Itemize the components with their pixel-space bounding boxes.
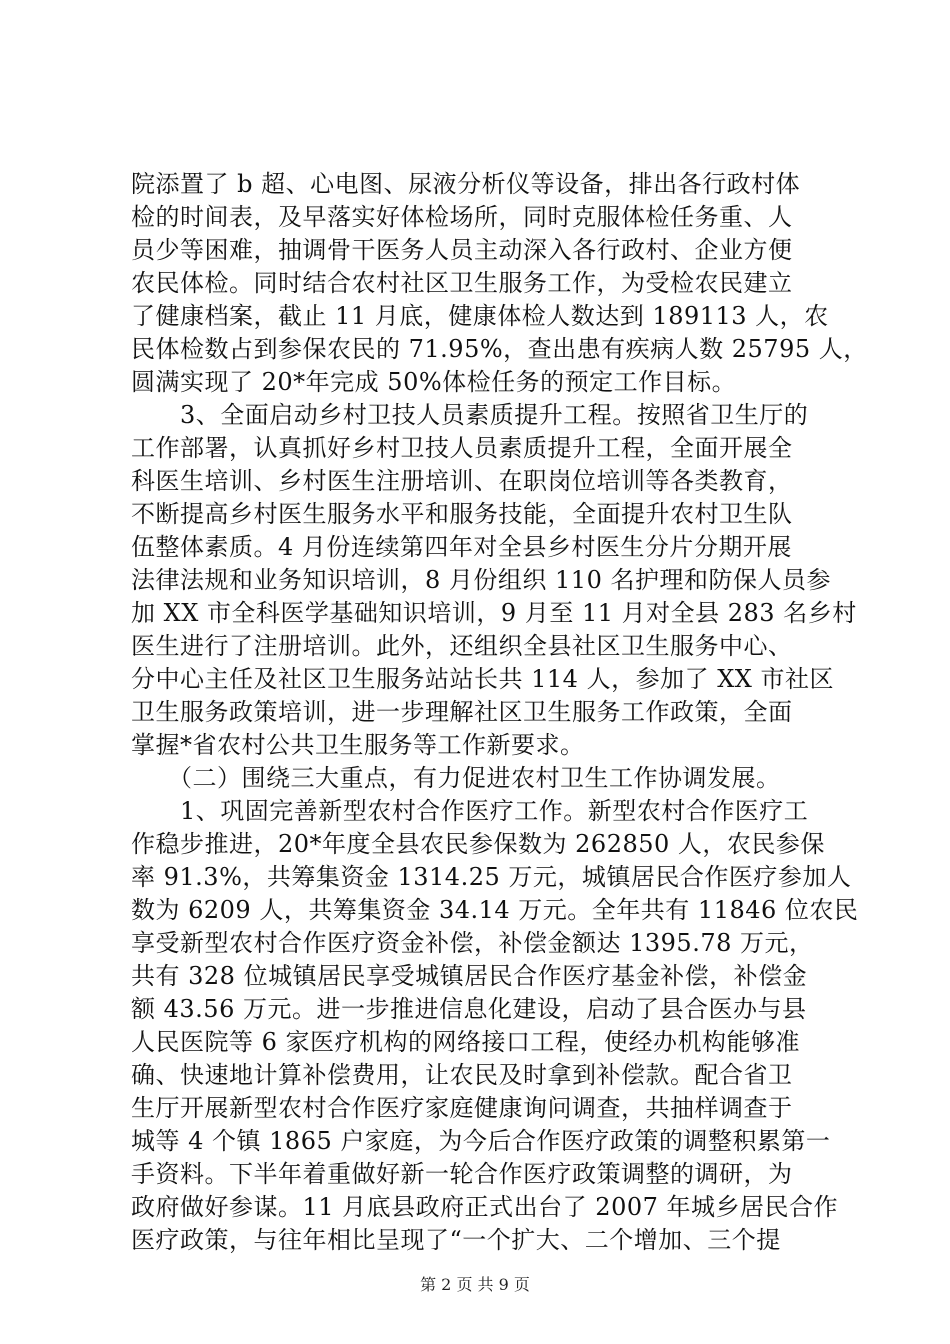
text-line: 确、快速地计算补偿费用，让农民及时拿到补偿款。配合省卫 [131, 1061, 793, 1089]
text-line: 共有 328 位城镇居民享受城镇居民合作医疗基金补偿，补偿金 [131, 962, 808, 990]
text-line: 工作部署，认真抓好乡村卫技人员素质提升工程，全面开展全 [131, 434, 793, 462]
text-line: 伍整体素质。4 月份连续第四年对全县乡村医生分片分期开展 [131, 533, 792, 561]
section-heading-line: （二）围绕三大重点，有力促进农村卫生工作协调发展。 [131, 764, 781, 792]
text-line: 了健康档案，截止 11 月底，健康体检人数达到 189113 人，农 [131, 302, 829, 330]
page-footer: 第 2 页 共 9 页 [420, 1275, 530, 1294]
text-line: 人民医院等 6 家医疗机构的网络接口工程，使经办机构能够准 [131, 1028, 801, 1056]
paragraph-heading-line: 1、巩固完善新型农村合作医疗工作。新型农村合作医疗工 [131, 797, 809, 825]
text-line: 率 91.3%，共筹集资金 1314.25 万元，城镇居民合作医疗参加人 [131, 863, 852, 891]
text-line: 民体检数占到参保农民的 71.95%，查出患有疾病人数 25795 人， [131, 335, 868, 363]
text-line: 加 XX 市全科医学基础知识培训，9 月至 11 月对全县 283 名乡村 [131, 599, 857, 627]
text-line: 员少等困难，抽调骨干医务人员主动深入各行政村、企业方便 [131, 236, 793, 264]
text-line: 额 43.56 万元。进一步推进信息化建设，启动了县合医办与县 [131, 995, 807, 1023]
text-line: 卫生服务政策培训，进一步理解社区卫生服务工作政策，全面 [131, 698, 793, 726]
paragraph-heading-line: 3、全面启动乡村卫技人员素质提升工程。按照省卫生厅的 [131, 401, 809, 429]
document-body [131, 168, 868, 1257]
text-line: 法律法规和业务知识培训，8 月份组织 110 名护理和防保人员参 [131, 566, 831, 594]
text-line: 分中心主任及社区卫生服务站站长共 114 人，参加了 XX 市社区 [131, 665, 834, 693]
text-line: 手资料。下半年着重做好新一轮合作医疗政策调整的调研，为 [131, 1160, 793, 1188]
text-line: 医疗政策，与往年相比呈现了“一个扩大、二个增加、三个提 [131, 1226, 781, 1254]
text-line: 科医生培训、乡村医生注册培训、在职岗位培训等各类教育， [131, 467, 793, 495]
text-line: 不断提高乡村医生服务水平和服务技能，全面提升农村卫生队 [131, 500, 793, 528]
text-line: 医生进行了注册培训。此外，还组织全县社区卫生服务中心、 [131, 632, 793, 660]
text-line: 检的时间表，及早落实好体检场所，同时克服体检任务重、人 [131, 203, 793, 231]
text-line: 掌握*省农村公共卫生服务等工作新要求。 [131, 731, 585, 759]
text-line: 圆满实现了 20*年完成 50%体检任务的预定工作目标。 [131, 368, 737, 396]
text-line: 生厅开展新型农村合作医疗家庭健康询问调查，共抽样调查于 [131, 1094, 793, 1122]
text-line: 享受新型农村合作医疗资金补偿，补偿金额达 1395.78 万元， [131, 929, 814, 957]
text-line: 城等 4 个镇 1865 户家庭，为今后合作医疗政策的调整积累第一 [131, 1127, 831, 1155]
text-line: 院添置了 b 超、心电图、尿液分析仪等设备，排出各行政村体 [131, 170, 801, 198]
text-line: 农民体检。同时结合农村社区卫生服务工作，为受检农民建立 [131, 269, 793, 297]
text-line: 数为 6209 人，共筹集资金 34.14 万元。全年共有 11846 位农民 [131, 896, 859, 924]
text-line: 作稳步推进，20*年度全县农民参保数为 262850 人，农民参保 [131, 830, 825, 858]
text-line: 政府做好参谋。11 月底县政府正式出台了 2007 年城乡居民合作 [131, 1193, 839, 1221]
